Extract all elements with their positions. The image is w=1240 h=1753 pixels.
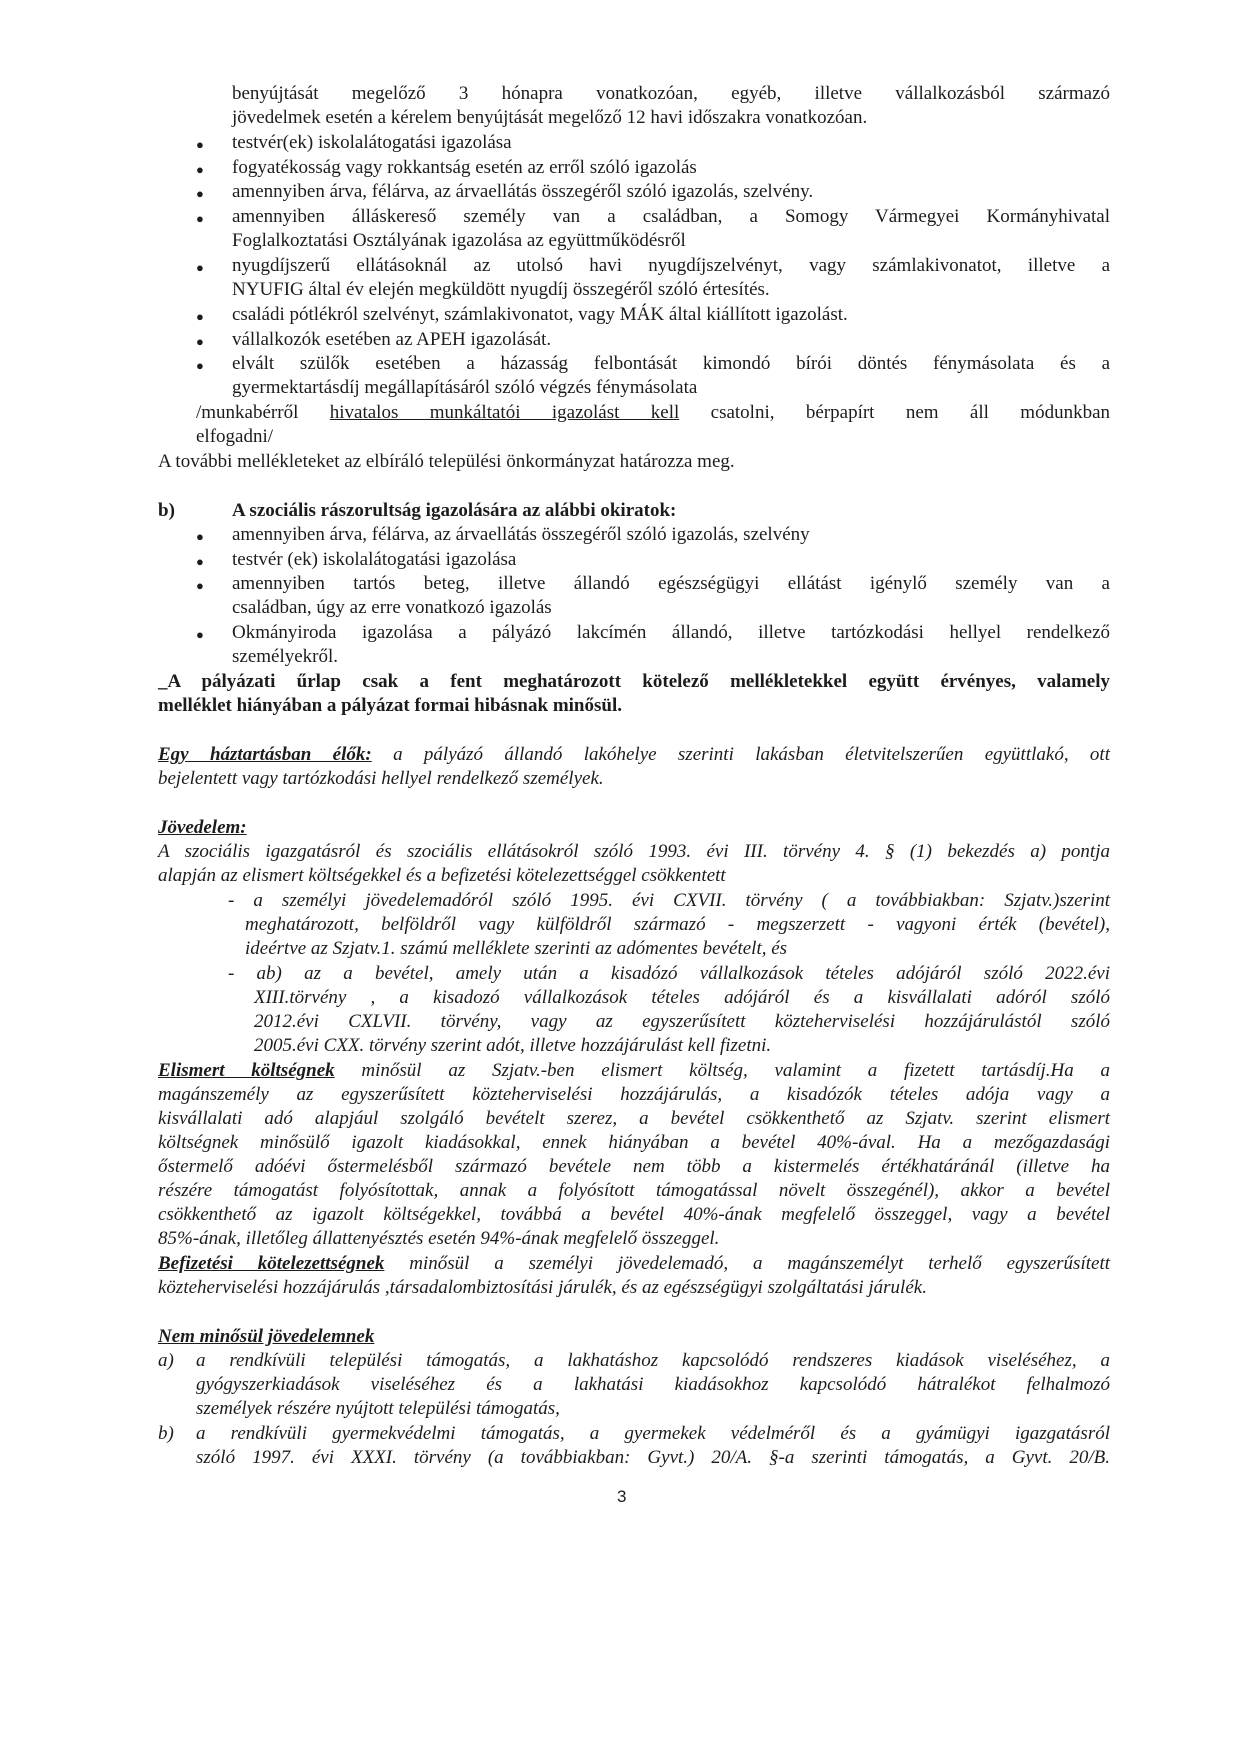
item-label: a) <box>158 1350 174 1371</box>
bullet-icon: ● <box>196 211 204 226</box>
list-item: fogyatékosság vagy rokkantság esetén az erről szóló igazolás <box>232 157 697 178</box>
bullet-icon: ● <box>196 529 204 544</box>
list-item: amennyiben árva, félárva, az árvaellátás összegéről szóló igazolás, szelvény. <box>232 181 814 202</box>
list-item: elvált szülők esetében a házasság felbontását kimondó bírói döntés fénymásolata és a <box>232 353 1110 374</box>
warning-text: melléklet hiányában a pályázat formai hibásnak minősül. <box>158 695 622 716</box>
bullet-icon: ● <box>196 334 204 349</box>
recognized-cost-text: részére támogatást folyósítottak, annak a folyósított támogatással növelt összegénél), akkor a bevétel <box>158 1180 1110 1201</box>
list-item: testvér (ek) iskolalátogatási igazolása <box>232 549 517 570</box>
household-definition: bejelentett vagy tartózkodási hellyel rendelkező személyek. <box>158 768 604 789</box>
non-income-item: szóló 1997. évi XXXI. törvény (a továbbiakban: Gyvt.) 20/A. §-a szerinti támogatás, a Gyvt. 20/B. <box>196 1447 1110 1468</box>
income-subitem: 2005.évi CXX. törvény szerint adót, illetve hozzájárulást kell fizetni. <box>254 1035 772 1056</box>
recognized-cost-term: Elismert költségnek <box>158 1060 335 1081</box>
bullet-icon: ● <box>196 627 204 642</box>
recognized-cost-text: költségnek minősülő igazolt kiadásokkal, ennek hiányában a bevétel 40%-ával. Ha a mezőgazdasági <box>158 1132 1110 1153</box>
bullet-icon: ● <box>196 358 204 373</box>
list-item: Okmányiroda igazolása a pályázó lakcímén állandó, illetve tartózkodási hellyel rendelkező <box>232 622 1110 643</box>
income-subitem: ideértve az Szjatv.1. számú melléklete szerinti az adómentes bevételt, és <box>245 938 788 959</box>
recognized-cost-text: Elismert költségnek minősül az Szjatv.-ben elismert költség, valamint a fizetett tartásdíj.Ha a <box>158 1060 1110 1081</box>
payment-obligation-term: Befizetési kötelezettségnek <box>158 1253 385 1274</box>
household-term: Egy háztartásban élők: <box>158 744 372 765</box>
bullet-icon: ● <box>196 260 204 275</box>
intro-line: benyújtását megelőző 3 hónapra vonatkozóan, egyéb, illetve vállalkozásból származó <box>232 83 1110 104</box>
list-item: testvér(ek) iskolalátogatási igazolása <box>232 132 512 153</box>
non-income-item: a rendkívüli települési támogatás, a lakhatáshoz kapcsolódó rendszeres kiadások viseléséhez, a <box>196 1350 1110 1371</box>
recognized-cost-text: magánszemély az egyszerűsített közteherviselési hozzájárulás, a kisadózók tételes adója vagy a <box>158 1084 1110 1105</box>
payment-obligation-text: közteherviselési hozzájárulás ,társadalombiztosítási járulék, és az egészségügyi szolgáltatási járulék. <box>158 1277 927 1298</box>
recognized-cost-text: kisvállalati adó alapjául szolgáló bevételt szerez, a bevétel csökkenthető az Szjatv. szerint elismert <box>158 1108 1110 1129</box>
income-subitem: - a személyi jövedelemadóról szóló 1995. évi CXVII. törvény ( a továbbiakban: Szjatv.)szerint <box>228 890 1110 911</box>
household-definition: Egy háztartásban élők: a pályázó állandó lakóhelye szerinti lakásban életvitelszerűen együttlakó, ott <box>158 744 1110 765</box>
recognized-cost-text: 85%-ának, illetőleg állattenyésztés esetén 94%-ának megfelelő összeggel. <box>158 1228 720 1249</box>
list-item: gyermektartásdíj megállapításáról szóló végzés fénymásolata <box>232 377 698 398</box>
list-item: személyekről. <box>232 646 339 667</box>
additional-attachments-note: A további mellékleteket az elbíráló települési önkormányzat határozza meg. <box>158 451 735 472</box>
salary-note-end: elfogadni/ <box>196 426 274 447</box>
non-income-item: személyek részére nyújtott települési támogatás, <box>196 1398 560 1419</box>
bullet-icon: ● <box>196 309 204 324</box>
income-subitem: meghatározott, belföldről vagy külföldről származó - megszerzett - vagyoni érték (bevétel), <box>245 914 1110 935</box>
income-text: alapján az elismert költségekkel és a befizetési kötelezettséggel csökkentett <box>158 865 726 886</box>
non-income-item: a rendkívüli gyermekvédelmi támogatás, a gyermekek védelméről és a gyámügyi igazgatásról <box>196 1423 1110 1444</box>
income-subitem: - ab) az a bevétel, amely után a kisadózó vállalkozások tételes adójáról szóló 2022.évi <box>228 963 1110 984</box>
income-term: Jövedelem: <box>158 817 247 838</box>
salary-note-emphasis: hivatalos munkáltatói igazolást kell <box>329 402 680 423</box>
bullet-icon: ● <box>196 137 204 152</box>
section-heading: A szociális rászorultság igazolására az alábbi okiratok: <box>232 500 677 521</box>
list-item: amennyiben álláskereső személy van a családban, a Somogy Vármegyei Kormányhivatal <box>232 206 1110 227</box>
intro-line: jövedelmek esetén a kérelem benyújtását megelőző 12 havi időszakra vonatkozóan. <box>232 107 868 128</box>
page-number: 3 <box>617 1487 627 1506</box>
payment-obligation-text: Befizetési kötelezettségnek minősül a személyi jövedelemadó, a magánszemélyt terhelő egyszerűsített <box>158 1253 1110 1274</box>
bullet-icon: ● <box>196 186 204 201</box>
salary-note: /munkabérről hivatalos munkáltatói igazolást kell csatolni, bérpapírt nem áll módunkban <box>196 402 1110 423</box>
bullet-icon: ● <box>196 554 204 569</box>
section-label: b) <box>158 500 175 521</box>
list-item: családban, úgy az erre vonatkozó igazolás <box>232 597 552 618</box>
recognized-cost-text: csökkenthető az igazolt költségekkel, továbbá a bevétel 40%-ának megfelelő összeggel, vagy a bevétel <box>158 1204 1110 1225</box>
list-item: Foglalkoztatási Osztályának igazolása az együttműködésről <box>232 230 686 251</box>
income-subitem: 2012.évi CXLVII. törvény, vagy az egyszerűsített közteherviselési hozzájárulástól szóló <box>254 1011 1110 1032</box>
bullet-icon: ● <box>196 578 204 593</box>
list-item: amennyiben tartós beteg, illetve állandó egészségügyi ellátást igénylő személy van a <box>232 573 1110 594</box>
income-text: A szociális igazgatásról és szociális ellátásokról szóló 1993. évi III. törvény 4. § (1) bekezdés a) pontja <box>158 841 1110 862</box>
item-label: b) <box>158 1423 174 1444</box>
list-item: vállalkozók esetében az APEH igazolását. <box>232 329 552 350</box>
non-income-item: gyógyszerkiadások viseléséhez és a lakhatási kiadásokhoz kapcsolódó hátralékot felhalmozó <box>196 1374 1110 1395</box>
non-income-term: Nem minősül jövedelemnek <box>158 1326 375 1347</box>
list-item: nyugdíjszerű ellátásoknál az utolsó havi nyugdíjszelvényt, vagy számlakivonatot, illetve a <box>232 255 1110 276</box>
income-subitem: XIII.törvény , a kisadozó vállalkozások tételes adójáról és a kisvállalati adóról szóló <box>254 987 1110 1008</box>
warning-text: _A pályázati űrlap csak a fent meghatározott kötelező mellékletekkel együtt érvényes, valamely <box>158 671 1110 692</box>
list-item: amennyiben árva, félárva, az árvaellátás összegéről szóló igazolás, szelvény <box>232 524 810 545</box>
bullet-icon: ● <box>196 162 204 177</box>
list-item: NYUFIG által év elején megküldött nyugdíj összegéről szóló értesítés. <box>232 279 770 300</box>
list-item: családi pótlékról szelvényt, számlakivonatot, vagy MÁK által kiállított igazolást. <box>232 304 848 325</box>
recognized-cost-text: őstermelő adóévi őstermelésből származó bevétele nem több a kistermelés értékhatáránál (illetve ha <box>158 1156 1110 1177</box>
